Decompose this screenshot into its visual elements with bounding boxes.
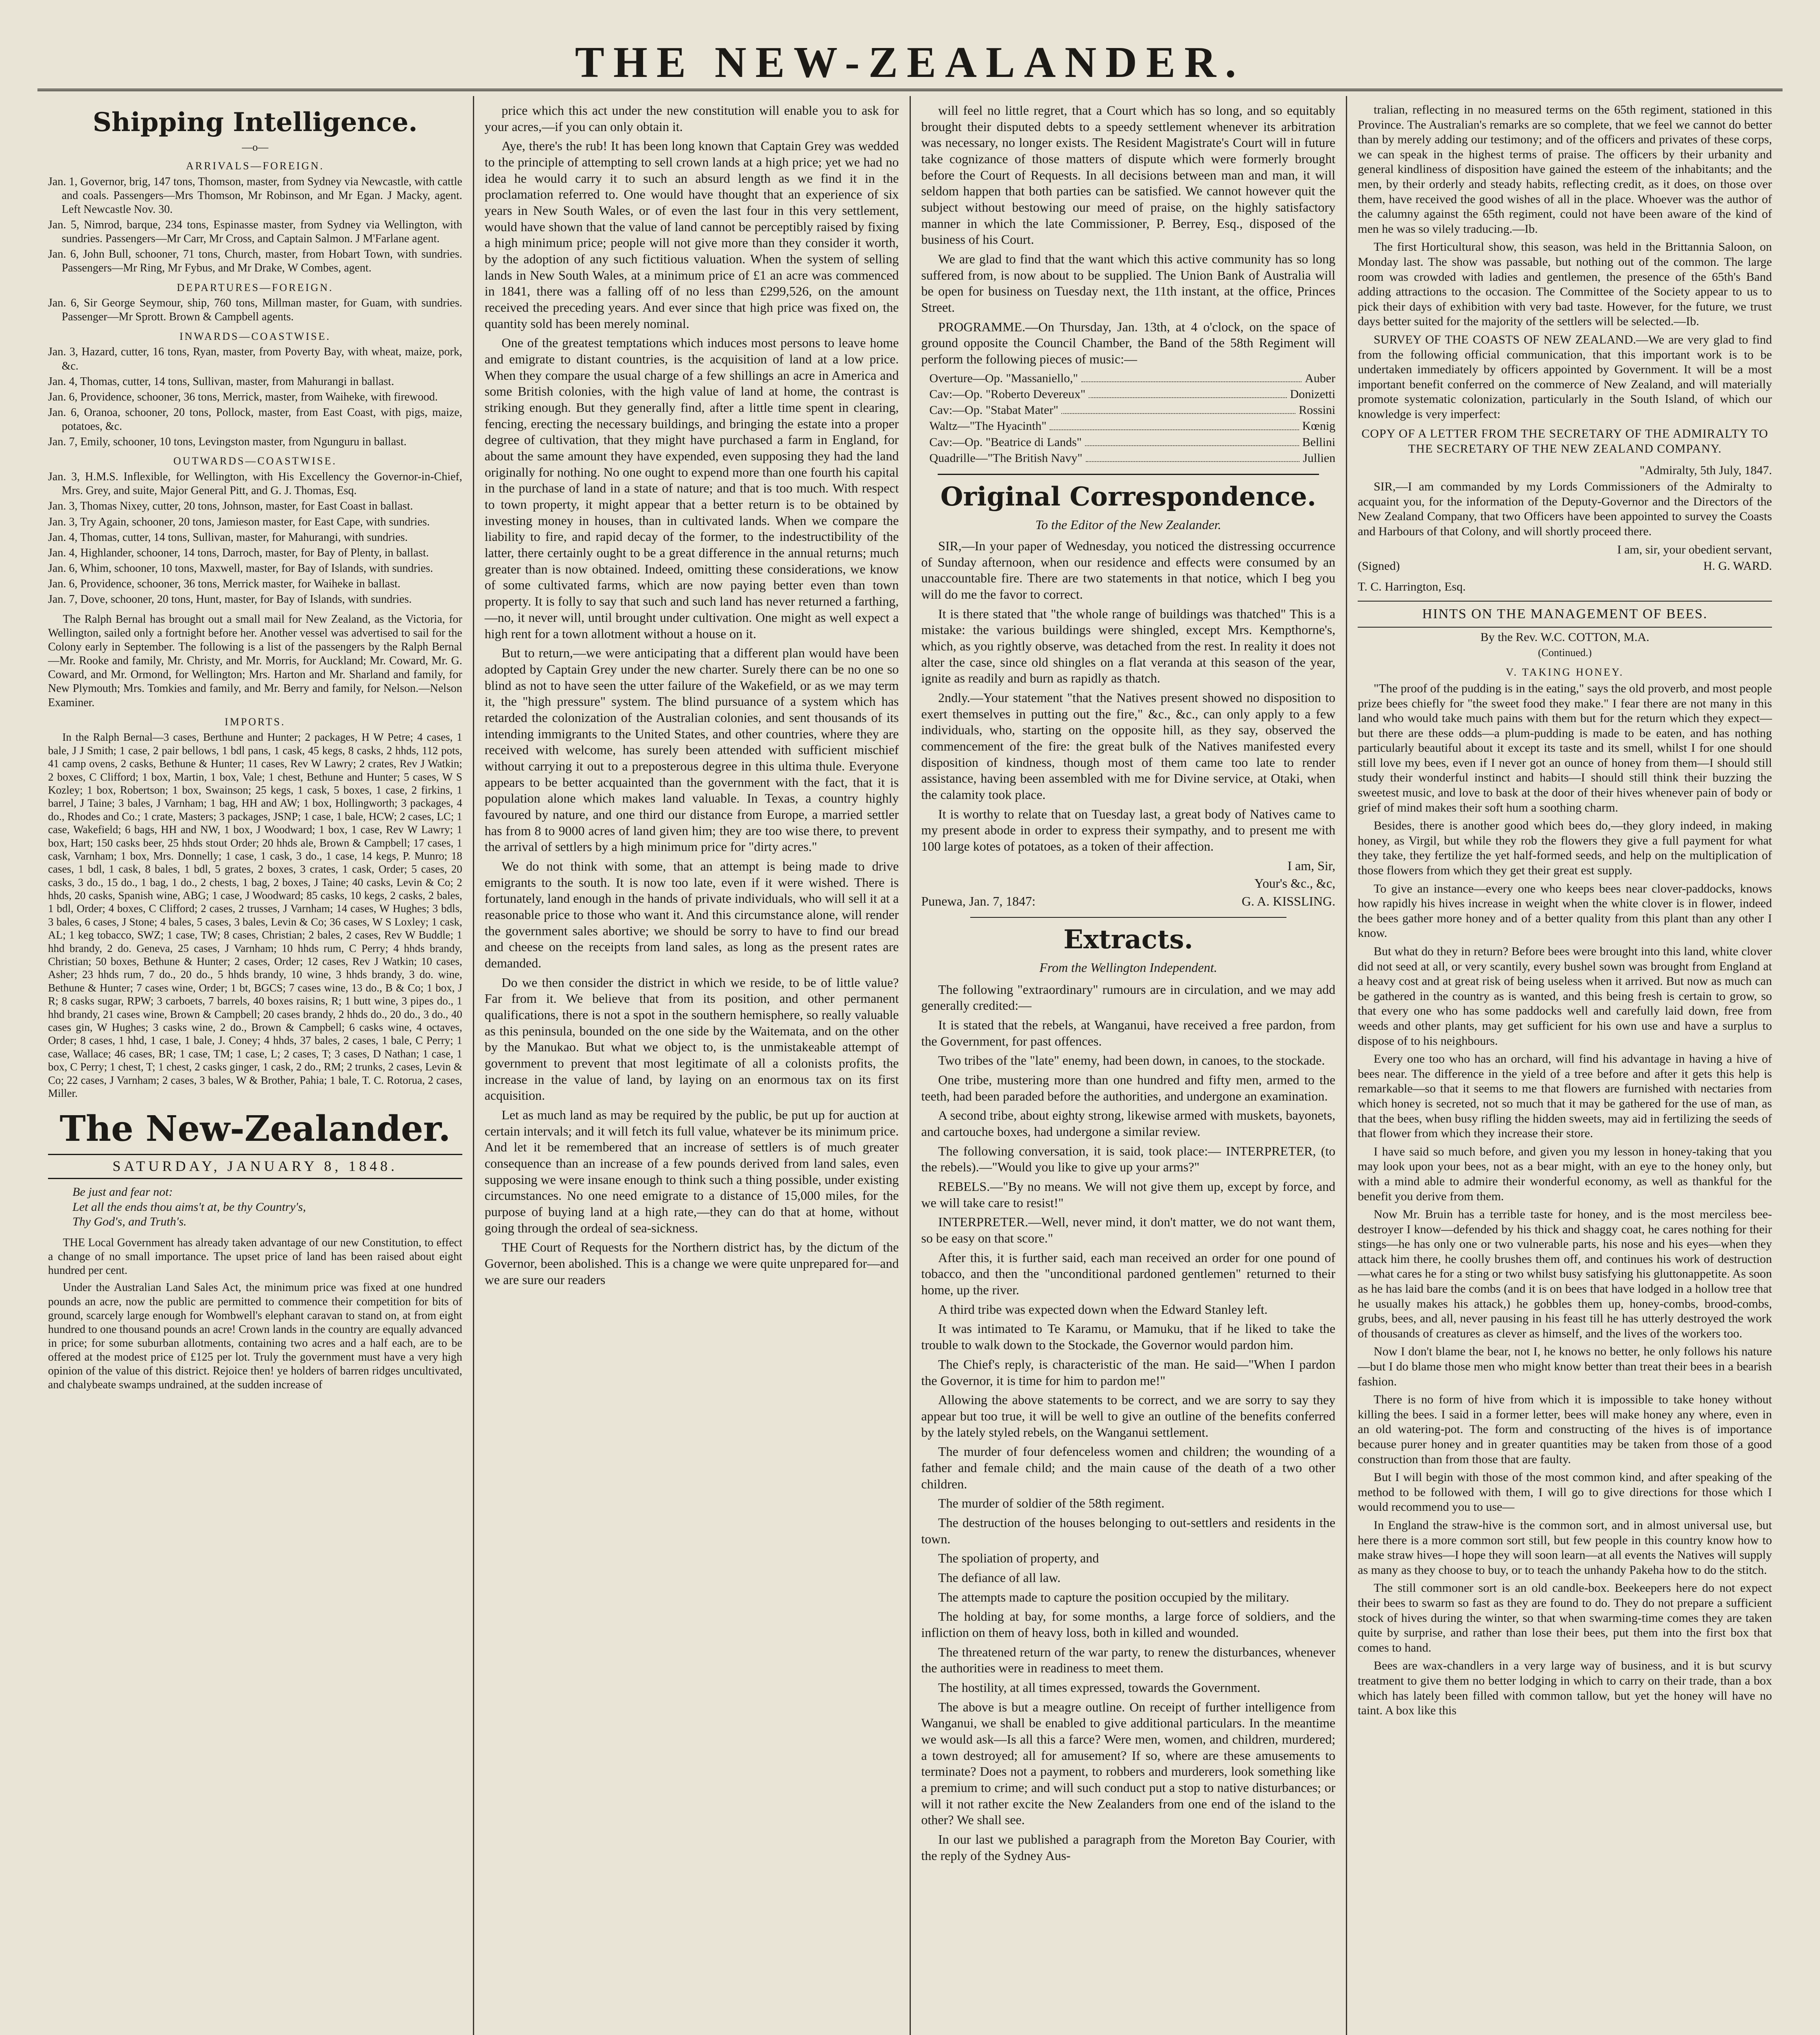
columns xyxy=(37,96,1783,2035)
extract-paragraph: INTERPRETER.—Well, never mind, it don't matter, we do not want them, so be easy on that score." xyxy=(921,1214,1336,1246)
programme-composer: Kœnig xyxy=(1302,419,1336,433)
news-paragraph: tralian, reflecting in no measured terms on the 65th regiment, stationed in this Province. The Australian's remarks are so complete, that we feel we cannot do better than by merely adding our testimony; and of the officers and privates of these corps, we can speak in the highest terms of praise. The officers by their urbanity and general kindliness of disposition have gained the esteem of the inhabitants; and the men, by their orderly and steady habits, reflecting credit, as it does, on those over them, have received the good wishes of all in the place. Whoever was the author of the calumny against the 65th regiment, could not have been aware of the kind of men he was so vilely traducing.—Ib. xyxy=(1358,103,1772,236)
departures-foreign-list xyxy=(48,296,462,324)
column-3 xyxy=(910,96,1346,2035)
arrivals-foreign-list xyxy=(48,175,462,276)
extracts-body xyxy=(921,982,1336,1864)
programme-line xyxy=(921,371,1336,386)
programme-piece: Quadrille—"The British Navy" xyxy=(929,451,1083,465)
extract-paragraph: After this, it is further said, each man received an order for one pound of tobacco, and then the "unconditional pardoned gentlemen" returned to their home, up the river. xyxy=(921,1250,1336,1298)
extract-paragraph: A third tribe was expected down when the Edward Stanley left. xyxy=(938,1302,1268,1317)
extract-paragraph: A second tribe, about eighty strong, likewise armed with muskets, bayonets, and cartouche boxes, had undergone a similar review. xyxy=(921,1108,1336,1139)
extracts-source: From the Wellington Independent. xyxy=(1039,960,1217,975)
programme-piece: Cav:—Op. "Beatrice di Lands" xyxy=(929,435,1082,449)
inwards-coastwise-head: INWARDS—COASTWISE. xyxy=(179,330,331,342)
paper-title: The New-Zealander. xyxy=(59,1108,451,1150)
admiralty-letter xyxy=(1358,427,1772,456)
extract-paragraph: The murder of four defenceless women and children; the wounding of a father and female child; and the main cause of the death of a two other children. xyxy=(921,1444,1336,1491)
news-paragraph: SURVEY OF THE COASTS OF NEW ZEALAND.—We are very glad to find from the following official communication, that this important work is to be undertaken immediately by officers appointed by Government. It will be a most important benefit conferred on the commerce of New Zealand, and will materially promote systematic colonization, particularly in the South Island, of which our knowledge is very imperfect: xyxy=(1358,333,1772,421)
section-dash: —o— xyxy=(242,141,269,153)
extract-paragraph: In our last we published a paragraph from the Moreton Bay Courier, with the reply of the Sydney Aus- xyxy=(921,1831,1336,1863)
editorial-paragraph: Do we then consider the district in which we reside, to be of little value? Far from it. We believe that from its position, and other permanent qualifications, there is not a spot in the southern hemisphere, so really valuable as this peninsula, bounded on the one side by the Waitemata, and on the other by the Manukao. But what we object to, is the unmistakeable attempt of government to prevent that most legitimate of all a colonists profits, the increase in the value of land, by laying on an enormous tax on its first acquisition. xyxy=(484,975,899,1103)
shipping-entry: Jan. 3, Try Again, schooner, 20 tons, Jamieson master, for East Cape, with sundries. xyxy=(48,515,430,528)
shipping-entry: Jan. 6, Sir George Seymour, ship, 760 tons, Millman master, for Guam, with sundries. Passenger—Mr Sprott. Brown & Campbell agents. xyxy=(48,297,462,324)
bees-paragraph: Every one too who has an orchard, will find his advantage in having a hive of bees near. The difference in the yield of a tree before and after it gets this help is remarkable—so that it seems to me that flowers are furnished with nectaries from which honey is secreted, not so much that it may be gathered for the use of man, as that the bees, when busy rifling the hidden sweets, may aid in fertilizing the seeds of that flower from which they increase their store. xyxy=(1358,1052,1772,1140)
leader-dots xyxy=(1085,435,1299,446)
programme-line xyxy=(921,418,1336,433)
programme-piece: Cav:—Op. "Stabat Mater" xyxy=(929,403,1059,417)
extract-paragraph: The holding at bay, for some months, a large force of soldiers, and the infliction on them of heavy loss, both in killed and wounded. xyxy=(921,1609,1336,1640)
column-2 xyxy=(473,96,910,2035)
editorial-paragraph: price which this act under the new constitution will enable you to ask for your acres,—if you can only obtain it. xyxy=(484,103,899,134)
correspondence-title: Original Correspondence. xyxy=(940,481,1316,512)
extracts-title: Extracts. xyxy=(1063,924,1193,955)
programme-line xyxy=(921,435,1336,450)
letter-signer: H. G. WARD. xyxy=(1703,559,1772,573)
bees-paragraph: Now Mr. Bruin has a terrible taste for honey, and is the most merciless bee-destroyer I know—defended by his thick and shaggy coat, he cares nothing for their stings—he has only one or two vulnerable parts, his nose and his eyes—when they attack him there, he coolly brushes them off, and continues his work of destruction—what cares he for a sting or two whilst busy satisfying his gluttonappetite. As soon as he has laid bare the combs (and it is on bees that have lodged in a hollow tree that he usually makes his attack,) he gobbles them up, honey-combs, brood-combs, grubs, bees, and all, never pausing in his feast till he has utterly destroyed the work of thousands of creatures as clever as himself, and the lives of the workers too. xyxy=(1358,1208,1772,1340)
letter-paragraph: It is there stated that "the whole range of buildings was thatched" This is a mistake: the various buildings were shingled, except Mrs. Kempthorne's, which, as you rightly observe, was detached from the rest. In reality it does not alter the case, since old shingles on a flat veranda at this season of the year, ignite as readily and burn as rapidly as thatch. xyxy=(921,606,1336,686)
programme-composer: Jullien xyxy=(1303,451,1336,465)
shipping-entry: Jan. 3, Hazard, cutter, 16 tons, Ryan, master, from Poverty Bay, with wheat, maize, pork, &c. xyxy=(48,346,462,372)
extract-paragraph: The spoliation of property, and xyxy=(938,1551,1099,1566)
letter-date: "Admiralty, 5th July, 1847. xyxy=(1639,463,1772,477)
sign-yours: Your's &c., &c, xyxy=(1254,876,1336,891)
arrivals-foreign-head: ARRIVALS—FOREIGN. xyxy=(186,160,324,172)
programme-line xyxy=(921,451,1336,466)
letter-paragraph: 2ndly.—Your statement "that the Natives present showed no disposition to exert themselves in putting out the fire," &c., &c., can only apply to a few individuals, who, starting on the opposite hill, as they say, observed the commencement of the fire: the great bulk of the Natives manifested every disposition of kindness, though most of them came too late to render assistance, having been assembled with me for Divine service, at Otaki, when the calamity took place. xyxy=(921,690,1336,802)
extract-paragraph: One tribe, mustering more than one hundred and fifty men, armed to the teeth, had been paraded before the authorities, and undergone an examination. xyxy=(921,1072,1336,1103)
bees-paragraph: In England the straw-hive is the common sort, and in almost universal use, but here there is a more common sort still, but few people in this country know how to make straw hives—I hope they will soon learn—at all events the Natives will supply as many as they choose to buy, or to teach the unhandy Pakeha how to do the stitch. xyxy=(1358,1518,1772,1577)
editorial-col3 xyxy=(921,103,1336,316)
extract-paragraph: The threatened return of the war party, to renew the disturbances, whenever the authorities were in readiness to meet them. xyxy=(921,1644,1336,1676)
editorial-paragraph: THE Court of Requests for the Northern district has, by the dictum of the Governor, been abolished. This is a change we were quite unprepared for—and we are sure our readers xyxy=(484,1240,899,1287)
shipping-entry: Jan. 7, Dove, schooner, 20 tons, Hunt, master, for Bay of Islands, with sundries. xyxy=(48,593,412,606)
extract-paragraph: The attempts made to capture the position occupied by the military. xyxy=(938,1589,1289,1604)
shipping-entry: Jan. 6, Whim, schooner, 10 tons, Maxwell, master, for Bay of Islands, with sundries. xyxy=(48,562,433,575)
extract-paragraph: The Chief's reply, is characteristic of the man. He said—"When I pardon the Governor, it is time for him to pardon me!" xyxy=(921,1357,1336,1388)
extract-paragraph: It is stated that the rebels, at Wanganui, have received a free pardon, from the Government, for past offences. xyxy=(921,1017,1336,1048)
extract-paragraph: It was intimated to Te Karamu, or Mamuku, that if he liked to take the trouble to walk down to the Stockade, the Governor would pardon him. xyxy=(921,1321,1336,1352)
motto-line: Be just and fear not: xyxy=(72,1185,173,1199)
shipping-entry: Jan. 4, Thomas, cutter, 14 tons, Sullivan, master, for Mahurangi, with sundries. xyxy=(48,531,408,544)
bees-title-box xyxy=(1358,601,1772,627)
programme-line xyxy=(921,387,1336,402)
shipping-entry: Jan. 1, Governor, brig, 147 tons, Thomson, master, from Sydney via Newcastle, with cattle and coals. Passengers—Mrs Thomson, Mr Robinson, and Mr Egan. J Macky, agent. Left Newcastle Nov. 30. xyxy=(48,175,462,216)
shipping-entry: Jan. 3, H.M.S. Inflexible, for Wellington, with His Excellency the Governor-in-Chief, Mrs. Grey, and suite, Major General Pitt, and G. J. Thomas, Esq. xyxy=(48,470,462,497)
shipping-entry: Jan. 6, Providence, schooner, 36 tons, Merrick master, for Waiheke in ballast. xyxy=(48,578,400,591)
editorial-paragraph: But to return,—we were anticipating that a different plan would have been adopted by Captain Grey under the new charter. Surely there can be no one so blind as not to have seen the utter failure of the Wakefield, or as we may term it, the "high pressure" system. The blind pursuance of a system which has retarded the colonization of the Australian colonies, and sent thousands of its intending immigrants to the United States, and other countries, where they are received with welcome, has surely been attended with sufficient mischief without carrying it out to a preposterous degree in this ultima thule. Everyone appears to be better acquainted than the government with the fact, that it is population alone which makes land valuable. In Texas, a country highly favoured by nature, and one third our distance from Europe, a married settler has from 8 to 9000 acres of land given him; they are too wise there, to prevent the arrival of settlers by a high minimum price for "dirty acres." xyxy=(484,646,899,854)
section-rule xyxy=(938,474,1319,475)
departures-foreign-head: DEPARTURES—FOREIGN. xyxy=(177,281,334,293)
programme-piece: Cav:—Op. "Roberto Devereux" xyxy=(929,387,1086,401)
shipping-title: Shipping Intelligence. xyxy=(92,107,418,138)
letter-body: SIR,—I am commanded by my Lords Commissioners of the Admiralty to acquaint you, for the information of the Deputy-Governor and the Directors of the New Zealand Company, that two Officers have been appointed to survey the Coasts and Harbours of that Colony, and will shortly proceed there. xyxy=(1358,480,1772,538)
leader-dots xyxy=(1081,371,1302,382)
extract-paragraph: The above is but a meagre outline. On receipt of further intelligence from Wanganui, we shall be enabled to give additional particulars. In the meantime we would ask—Is all this a farce? Were men, women, and children, murdered; a town destroyed; all for amusement? If so, where are these amusements to terminate? Does not a payment, to robbers and murderers, look something like a premium to crime; and will such conduct put a stop to native disturbances; or will it not rather excite the New Zealanders from one end of the island to the other? We shall see. xyxy=(921,1699,1336,1827)
leader-dots xyxy=(1050,418,1299,430)
dateline: SATURDAY, JANUARY 8, 1848. xyxy=(48,1154,462,1179)
editorial-paragraph: We are glad to find that the want which this active community has so long suffered from, is now about to be supplied. The Union Bank of Australia will be open for business on Tuesday next, the 11th instant, at the office, Princes Street. xyxy=(921,252,1336,315)
bees-continued: (Continued.) xyxy=(1538,647,1592,659)
programme-composer: Bellini xyxy=(1302,435,1336,449)
shipping-entry: Jan. 4, Highlander, schooner, 14 tons, Darroch, master, for Bay of Plenty, in ballast. xyxy=(48,546,429,559)
imports-body: In the Ralph Bernal—3 cases, Berthune and Hunter; 2 packages, H W Petre; 4 cases, 1 bale, J J Smith; 1 case, 2 pair bellows, 1 bdl pans, 1 cask, 45 kegs, 8 casks, 2 hhds, 112 pots, 41 camp ovens, 2 casks, Bethune & Hunter; 11 cases, Rev W Lawry; 2 crates, Rev J Watkin; 2 boxes, C Clifford; 1 box, Martin, 1 box, Vale; 1 chest, Bethune and Hunter; 5 cases, W S Kozley; 1 box, Robertson; 1 box, Swainson; 25 kegs, 1 cask, 5 boxes, 1 case, 2 firkins, 1 barrel, J Taine; 3 bales, J Varnham; 1 bag, HH and AW; 1 box, Hollingworth; 3 packages, 4 do., Rhodes and Co.; 1 crate, Masters; 3 packages, JSNP; 1 case, 1 bale, HCW; 2 cases, LC; 1 case, Wakefield; 6 bags, HH and NW, 1 box, J Woodward; 1 box, 1 case, Rev W Lawry; 1 box, Hart; 150 casks beer, 25 hhds stout Order; 20 hhds ale, Brown & Campbell; 17 cases, 1 cask, Varnham; 1 box, Mrs. Donnelly; 1 case, 1 cask, 3 do., 1 case, 14 kegs, P. Munro; 18 cases, 1 bdl, 1 cask, 8 bales, 1 bdl, 5 grates, 2 boxes, 3 crates, 1 cask, Order; 5 cases, 20 casks, 3 do., 15 do., 1 bag, 1 do., 2 chests, 1 bag, 2 boxes, J Taine; 40 casks, Levin & Co; 2 hhds, 20 casks, Spanish wine, ABG; 1 case, J Woodward; 85 casks, 10 kegs, 2 casks, 2 bales, 1 bdl, Order; 4 boxes, C Clifford; 2 cases, 2 trusses, J Varnham; 14 cases, W Hughes; 3 bdls, 3 bales, 6 cases, J Stone; 4 bales, 5 cases, 3 bales, Levin & Co; 36 cases, W S Loxley; 1 cask, AL; 1 keg tobacco, SWZ; 1 case, TW; 8 cases, Christian; 2 bales, 2 cases, Rev W Buddle; 1 hhd brandy, 2 do. Geneva, 25 cases, J Varnham; 10 hhds rum, C Perry; 4 hhds brandy, Christian; 50 boxes, Bethune & Hunter; 2 cases, Order; 12 cases, Rev J Watkin; 10 cases, Asher; 23 hhds rum, 7 do., 20 do., 5 hhds brandy, 10 wine, 3 hhds brandy, 3 do. wine, Bethune & Hunter; 7 cases wine, Order; 1 bt, BGCS; 7 cases wine, 13 do., B & Co; 1 box, J R; 8 casks sugar, RPW; 3 carboets, 7 barrels, 40 boxes raisins, R; 1 butt wine, 3 pipes do., 1 hhd brandy, 21 cases wine, Brown & Campbell; 20 cases brandy, 2 hhds do., 20 do., 3 do., 40 cases gin, W Hughes; 3 casks wine, 2 do., Brown & Campbell; 6 casks wine, 4 octaves, Order; 8 cases, 1 hhd, 1 case, 1 bale, J. Coney; 4 hhds, 37 bales, 2 cases, 1 bale, C Perry; 1 case, Wallace; 46 cases, BR; 1 case, TM; 1 case, L; 2 cases, T; 3 cases, D Nathan; 1 case, 1 box, C Perry; 1 chest, T; 1 chest, 2 casks ginger, 1 cask, 2 do., RM; 2 trunks, 2 cases, Levin & Co; 22 cases, J Varnham; 2 cases, 3 bales, W & Brother, Pahia; 1 bale, T. C. Rotorua, 2 cases, Miller. xyxy=(48,731,462,1099)
leader-dots xyxy=(1086,451,1300,462)
bees-paragraph: I have said so much before, and given you my lesson in honey-taking that you may look upon your bees, not as a bear might, with an eye to the honey only, but with a mind able to admire their wonderful economy, as well as thankful for the benefit you derive from them. xyxy=(1358,1144,1772,1203)
bees-byline: By the Rev. W.C. COTTON, M.A. xyxy=(1480,630,1649,644)
sign-line xyxy=(921,893,1336,910)
extract-paragraph: The following conversation, it is said, took place:— INTERPRETER, (to the rebels).—"Would you like to give up your arms?" xyxy=(921,1143,1336,1175)
editorial-paragraph: We do not think with some, that an attempt is being made to drive emigrants to the south. It is now too late, even if it were wished. There is fortunately, land enough in the hands of private individuals, who will sell it at a reasonable price to those who want it. And this circumstance alone, will render the government sales abortive; we should be sorry to have to find our bread and cheese on the receipts from land sales, as long as the present rates are demanded. xyxy=(484,858,899,970)
editorial-paragraph: will feel no little regret, that a Court which has so long, and so equitably brought their disputed debts to a speedy settlement whenever its arbitration was necessary, no longer exists. The Resident Magistrate's Court will in future take cognizance of those matters of dispute which were formerly brought before the Court of Requests. In all decisions between man and man, it will seldom happen that both parties can be satisfied. We cannot however quit the subject without bestowing our meed of praise, on the highly satisfactory manner in which the late Commissioner, P. Berrey, Esq., disposed of the business of his Court. xyxy=(921,103,1336,247)
column-1 xyxy=(37,96,473,2035)
extract-paragraph: The destruction of the houses belonging to out-settlers and residents in the town. xyxy=(921,1515,1336,1546)
shipping-entry: Jan. 7, Emily, schooner, 10 tons, Levingston master, from Ngunguru in ballast. xyxy=(48,435,407,449)
editorial-col2 xyxy=(485,103,899,1288)
programme-piece: Overture—Op. "Massaniello," xyxy=(929,371,1078,385)
editorial-col1 xyxy=(48,1236,462,1392)
programme-line xyxy=(921,403,1336,418)
bees-title: HINTS ON THE MANAGEMENT OF BEES. xyxy=(1422,606,1708,622)
bees-paragraph: But what do they in return? Before bees were brought into this land, white clover did not seed at all, or very scantily, every bushel sown was brought from England at a heavy cost and at great risk of being useless when it arrived. But now as much can be gathered in the country as is wanted, and this being fresh is certain to grow, so that every one who has some paddocks well and carefully laid down, free from weeds and other plants, may get sufficient for his own use and have a surplus to dispose of to his neighbours. xyxy=(1358,945,1772,1048)
shipping-entry: Jan. 3, Thomas Nixey, cutter, 20 tons, Johnson, master, for East Coast in ballast. xyxy=(48,500,413,513)
ralph-bernal-note: The Ralph Bernal has brought out a small mail for New Zealand, as the Victoria, for Wellington, sailed only a fortnight before her. Another vessel was advertised to sail for the Colony early in September. The following is a list of the passengers by the Ralph Bernal—Mr. Rooke and family, Mr. Christy, and Mr. Morris, for Auckland; Mr. Coward, Mr. G. Coward, and Mr. Ormond, for Wellington; Mrs. Harton and Mr. Sharland and family, for New Plymouth; Mrs. Tomkies and family, and Mr. Berry and family, for Nelson.—Nelson Examiner. xyxy=(48,613,462,709)
motto-line: Thy God's, and Truth's. xyxy=(72,1215,187,1229)
sign-iam: I am, Sir, xyxy=(1287,858,1336,873)
masthead-rule xyxy=(37,89,1783,94)
bees-paragraph: To give an instance—every one who keeps bees near clover-paddocks, knows how rapidly his hives increase in weight when the white clover is in flower, indeed the bees gather more honey and of a better quality from this plant than any other I know. xyxy=(1358,882,1772,940)
news-paragraph: The first Horticultural show, this season, was held in the Brittannia Saloon, on Monday last. The show was passable, but nothing out of the common. The large room was crowded with ladies and gentlemen, the presence of the 65th's Band adding attractions to the occasion. The Committee of the Society appear to us to pick their days of exhibition with very bad taste. However, for the future, we trust days better suited for the majority of the settlers will be selected.—Ib. xyxy=(1358,240,1772,328)
extract-paragraph: The murder of soldier of the 58th regiment. xyxy=(938,1496,1165,1511)
bees-paragraph: Besides, there is another good which bees do,—they glory indeed, in making honey, as Virgil, but while they rob the flowers they give a full payment for what they take, they fertilize the yet half-formed seeds, and help on the multiplication of those flowers from which they get their great est supply. xyxy=(1358,819,1772,877)
imports-head: IMPORTS. xyxy=(225,716,286,728)
motto xyxy=(48,1185,462,1230)
leader-dots xyxy=(1089,387,1287,398)
bees-body xyxy=(1358,681,1772,1718)
extract-paragraph: The hostility, at all times expressed, towards the Government. xyxy=(938,1680,1260,1695)
editorial-paragraph: THE Local Government has already taken advantage of our new Constitution, to effect a change of no small importance. The upset price of land has been raised about eight hundred per cent. xyxy=(48,1236,462,1277)
bees-paragraph: Bees are wax-chandlers in a very large way of business, and it is but scurvy treatment to give them no better lodging in which to carry on their trade, than a box which has lately been filled with common tallow, but yet the honey will have no taint. A box like this xyxy=(1358,1659,1772,1718)
sign-place: Punewa, Jan. 7, 1847: xyxy=(921,894,1036,909)
masthead-title: THE NEW-ZEALANDER. xyxy=(575,38,1245,87)
editorial-paragraph: Let as much land as may be required by the public, be put up for auction at certain intervals; and it will fetch its full value, whatever be its minimum price. And let it be remembered that an increase of settlers is of much greater consequence than an increase of a few pounds derived from land sales, even supposing we were insane enough to think such a thing possible, under existing circumstances. No one need emigrate to a distance of 15,000 miles, for the purpose of buying land at a high rate,—they can do that at home, without going through the ordeal of sea-sickness. xyxy=(484,1107,899,1235)
letter-close: I am, sir, your obedient servant, xyxy=(1617,543,1772,556)
col4-intro xyxy=(1358,103,1772,422)
shipping-entry: Jan. 6, John Bull, schooner, 71 tons, Church, master, from Hobart Town, with sundries. Passengers—Mr Ring, Mr Fybus, and Mr Drake, W Combes, agent. xyxy=(48,248,462,275)
masthead xyxy=(37,0,1783,96)
extract-paragraph: The defiance of all law. xyxy=(938,1570,1061,1585)
shipping-entry: Jan. 6, Oranoa, schooner, 20 tons, Pollock, master, from East Coast, with pigs, maize, potatoes, &c. xyxy=(48,406,462,433)
extract-paragraph: REBELS.—"By no means. We will not give them up, except by force, and we will take care to resist!" xyxy=(921,1179,1336,1210)
bees-paragraph: "The proof of the pudding is in the eating," says the old proverb, and most people prize bees chiefly for "the sweet food they make." I fear there are not many in this land who would take much pains with them but for the return which they expect—but there are these odds—a plum-pudding is made to be eaten, and has nothing particularly beautiful about it except its taste and its smell, whilst I for one should still love my bees, even if I never got an ounce of honey from them—I should still study their wonderful instinct and habits—I should still think their buzzing the sweetest music, and love to bask at the door of their hives whenever pain of body or grief of mind makes their soft hum a soothing charm. xyxy=(1358,681,1772,814)
bees-paragraph: The still commoner sort is an old candle-box. Beekeepers here do not expect their bees to swarm so fast as they are found to do. They do not prepare a sufficient stock of hives during the winter, so that when swarming-time comes they are taken quite by surprise, and rather than lose their bees, put them into the first box that comes to hand. xyxy=(1358,1581,1772,1654)
bees-paragraph: But I will begin with those of the most common kind, and after speaking of the method to be followed with them, I will go to give directions for those which I would recommend you to use— xyxy=(1358,1470,1772,1514)
letter-sign-line xyxy=(1358,559,1772,574)
programme-list xyxy=(921,371,1336,466)
programme-composer: Rossini xyxy=(1299,403,1336,417)
inwards-coastwise-list xyxy=(48,345,462,449)
extract-paragraph: Allowing the above statements to be correct, and we are sorry to say they appear but too true, it will be well to give an outline of the benefits conferred by the lately styled rebels, on the Wanganui settlement. xyxy=(921,1392,1336,1440)
to-editor-line: To the Editor of the New Zealander. xyxy=(1035,517,1221,532)
extract-paragraph: Two tribes of the "late" enemy, had been down, in canoes, to the stockade. xyxy=(938,1053,1325,1068)
letter-paragraph: It is worthy to relate that on Tuesday last, a great body of Natives came to my present abode in order to express their sympathy, and to present me with 100 large kotes of potatoes, as a token of their affection. xyxy=(921,806,1336,853)
copy-letter-head: COPY OF A LETTER FROM THE SECRETARY OF THE ADMIRALTY TO THE SECRETARY OF THE NEW ZEALAND COMPANY. xyxy=(1361,427,1768,456)
extract-paragraph: The following "extraordinary" rumours are in circulation, and we may add generally credited:— xyxy=(921,982,1336,1013)
section-rule xyxy=(970,917,1287,918)
programme-composer: Auber xyxy=(1305,371,1336,385)
sign-name: G. A. KISSLING. xyxy=(1242,894,1336,909)
programme-intro: PROGRAMME.—On Thursday, Jan. 13th, at 4 o'clock, on the space of ground opposite the Council Chamber, the Band of the 58th Regiment will perform the following pieces of music:— xyxy=(921,319,1336,367)
shipping-entry: Jan. 4, Thomas, cutter, 14 tons, Sullivan, master, from Mahurangi in ballast. xyxy=(48,375,394,388)
editorial-paragraph: One of the greatest temptations which induces most persons to leave home and emigrate to distant countries, is the acquisition of land at a low price. When they compare the usual charge of a few shillings an acre in America and some British colonies, with the high value of land at home, the contrast is striking enough. But they generally find, after a little time spent in clearing, fencing, erecting the necessary buildings, and bringing the estate into a proper degree of cultivation, that they might have purchased a farm in England, for about the same amount they have expended, even supposing they had the land originally for nothing. No one ought to expend more than one fourth his capital in the purchase of land in a state of nature; and that is too much. With respect to town property, it might appear that a better return is to be obtained by investing money in houses, than in cultivated lands. When we compare the liability to fire, and rapid decay of the former, to the indestructibility of the latter, there certainly ought to be a great difference in the annual returns; much greater than is now obtained. Indeed, omitting these considerations, we know of some cultivated farms, which are now paying better even than town property. It is folly to say that such and such land has never returned a farthing,—no, it never will, until brought under cultivation. One might as well expect a high rent for a town allotment without a house on it. xyxy=(484,335,899,641)
outwards-coastwise-head: OUTWARDS—COASTWISE. xyxy=(173,455,337,467)
editorial-paragraph: Aye, there's the rub! It has been long known that Captain Grey was wedded to the principle of attempting to sell crown lands at a high price; yet we had no idea he would carry it to such an absurd length as we find it in the proclamation referred to. One would have thought that an experience of six years in New South Wales, or of even the last four in this very settlement, would have shown that the value of land cannot be perceptibly raised by fixing a high minimum price; people will not give more than they consider it worth, by the adoption of any such fictitious valuation. When the system of selling lands in New South Wales, at a minimum price of £1 an acre was commenced in 1841, there was a falling off of no less than £299,526, on the amount received the preceding years. And ever since that high price was fixed on, the quantity sold has been merely nominal. xyxy=(484,138,899,331)
leader-dots xyxy=(1061,403,1295,414)
bees-paragraph: Now I don't blame the bear, not I, he knows no better, he only follows his nature—but I do blame those men who might know better than treat their bees in a bearish fashion. xyxy=(1358,1345,1772,1388)
bees-subhead: V. TAKING HONEY. xyxy=(1506,666,1624,678)
outwards-coastwise-list xyxy=(48,470,462,606)
letter-paragraph: SIR,—In your paper of Wednesday, you noticed the distressing occurrence of Sunday afternoon, when our residence and effects were consumed by an unaccountable fire. There are two statements in that notice, which I beg you will do me the favor to correct. xyxy=(921,538,1336,602)
letter-to: T. C. Harrington, Esq. xyxy=(1358,580,1466,593)
bees-paragraph: There is no form of hive from which it is impossible to take honey without killing the bees. I said in a former letter, bees will make honey any where, even in an old watering-pot. The form and constructing of the hives is of importance because purer honey and in greater quantities may be taken from those of a good construction than from those that are faulty. xyxy=(1358,1393,1772,1466)
shipping-entry: Jan. 5, Nimrod, barque, 234 tons, Espinasse master, from Sydney via Wellington, with sundries. Passengers—Mr Carr, Mr Cross, and Captain Salmon. J M'Farlane agent. xyxy=(48,218,462,245)
correspondence-body xyxy=(921,538,1336,855)
programme-piece: Waltz—"The Hyacinth" xyxy=(929,419,1047,433)
letter-signed: (Signed) xyxy=(1358,559,1400,573)
column-4 xyxy=(1346,96,1783,2035)
programme-composer: Donizetti xyxy=(1290,387,1336,401)
editorial-paragraph: Under the Australian Land Sales Act, the minimum price was fixed at one hundred pounds an acre, now the public are permitted to commence their competition for bits of ground, scarcely large enough for Wombwell's elephant caravan to stand on, at from eight hundred to one thousand pounds an acre! Crown lands in the country are equally advanced in price; for some suburban allotments, containing two acres and a half each, are to be offered at the modest price of £125 per lot. Truly the government must have a very high opinion of the value of this district. Rejoice then! ye holders of barren ridges uncultivated, and chalybeate swamps undrained, at the sudden increase of xyxy=(48,1281,462,1392)
motto-line: Let all the ends thou aims't at, be thy Country's, xyxy=(72,1200,306,1214)
shipping-entry: Jan. 6, Providence, schooner, 36 tons, Merrick, master, from Waiheke, with firewood. xyxy=(48,390,438,403)
